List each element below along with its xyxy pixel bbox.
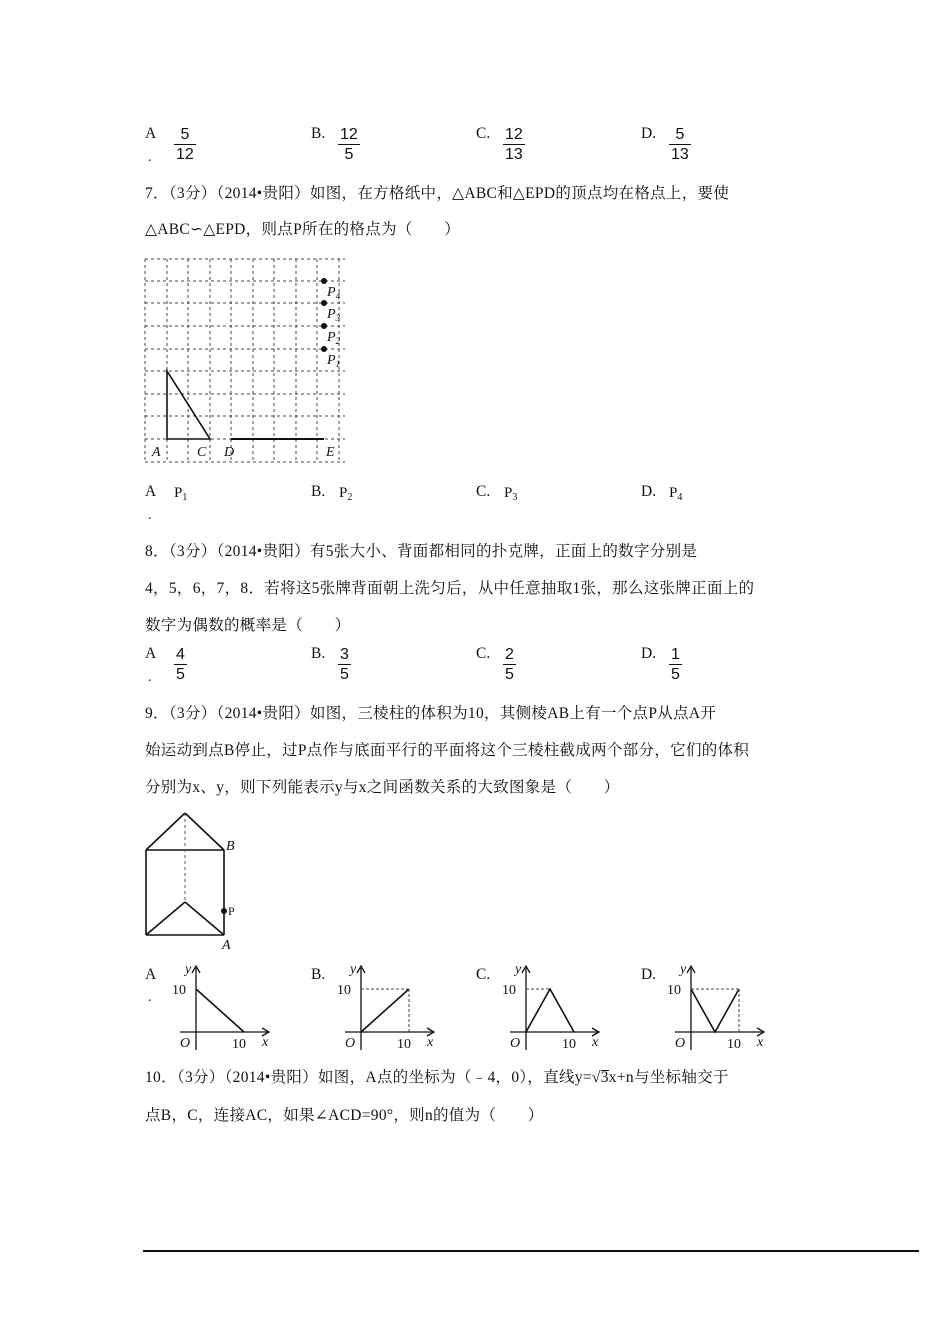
- option-fraction: [669, 125, 691, 164]
- q9-prism-figure: [140, 805, 250, 955]
- option-letter: A: [145, 125, 157, 142]
- q8-text-line-2: 4，5，6，7，8．若将这5张牌背面朝上洗匀后，从中任意抽取1张，那么这张牌正面上的: [145, 580, 755, 597]
- option-dot: .: [148, 990, 152, 1005]
- option-fraction: [338, 645, 351, 684]
- tick-x-10: 10: [727, 1037, 741, 1052]
- tick-y-10: 10: [337, 983, 351, 998]
- denominator: 5: [505, 666, 514, 683]
- denominator: 5: [176, 666, 185, 683]
- tick-x-10: 10: [562, 1037, 576, 1052]
- graph-option-a: [168, 958, 278, 1054]
- numerator: 2: [505, 646, 514, 663]
- label-b: B: [226, 839, 235, 854]
- graph-option-d: [663, 958, 773, 1054]
- tick-x-10: 10: [397, 1037, 411, 1052]
- label-p1: $P_1$: [327, 353, 341, 369]
- q9-text-line-1: 9．（3分）（2014•贵阳）如图，三棱柱的体积为10，其侧棱AB上有一个点P从点A开: [145, 705, 717, 722]
- numerator: 4: [176, 646, 185, 663]
- label-a: A: [222, 938, 231, 953]
- tick-y-10: 10: [502, 983, 516, 998]
- origin-label: O: [510, 1036, 521, 1051]
- option-letter: B.: [311, 966, 326, 983]
- denominator: 5: [671, 666, 680, 683]
- denominator: 12: [176, 146, 194, 163]
- option-letter: D.: [641, 966, 657, 983]
- graph-option-c: [498, 958, 608, 1054]
- q8-text-line-1: 8．（3分）（2014•贵阳）有5张大小、背面都相同的扑克牌，正面上的数字分别是: [145, 543, 698, 560]
- q10-text-line-1: [145, 1065, 729, 1087]
- point-p1: [321, 346, 327, 352]
- option-text: $P_1$: [174, 485, 188, 503]
- option-fraction: [503, 125, 525, 164]
- option-letter: C.: [476, 966, 491, 983]
- axis-y-label: y: [350, 962, 357, 977]
- q7-text-line-1: 7．（3分）（2014•贵阳）如图，在方格纸中，△ABC和△EPD的顶点均在格点上，要使: [145, 185, 730, 202]
- numerator: 5: [180, 126, 190, 143]
- option-dot: .: [148, 150, 152, 165]
- option-fraction: [503, 645, 516, 684]
- option-dot: .: [148, 670, 152, 685]
- sqrt-sign: √: [591, 1069, 601, 1086]
- option-letter: C.: [476, 645, 491, 662]
- option-letter: D.: [641, 125, 657, 142]
- point-p4: [321, 278, 327, 284]
- option-letter: A: [145, 645, 157, 662]
- q9-text-line-3: 分别为x、y，则下列能表示y与x之间函数关系的大致图象是（ ）: [145, 779, 620, 796]
- label-p4: $P_4$: [327, 285, 341, 301]
- label-c: C: [197, 445, 207, 460]
- label-p3: $P_3$: [327, 307, 341, 323]
- q7-grid-figure: [140, 255, 355, 470]
- point-p: [221, 908, 227, 914]
- q10-text-line-2: 点B，C，连接AC，如果∠ACD=90°，则n的值为（ ）: [145, 1107, 544, 1124]
- footer-rule: [143, 1250, 919, 1252]
- denominator: 13: [671, 146, 689, 163]
- axis-y-label: y: [515, 962, 522, 977]
- q9-text-line-2: 始运动到点B停止，过P点作与底面平行的平面将这个三棱柱截成两个部分，它们的体积: [145, 742, 750, 759]
- origin-label: O: [675, 1036, 686, 1051]
- tick-y-10: 10: [667, 983, 681, 998]
- origin-label: O: [180, 1036, 191, 1051]
- numerator: 1: [671, 646, 680, 663]
- label-a: A: [152, 445, 161, 460]
- option-fraction: [669, 645, 682, 684]
- numerator: 3: [340, 646, 349, 663]
- numerator: 12: [340, 126, 358, 143]
- point-p3: [321, 300, 327, 306]
- q10-text-part-a: 10．（3分）（2014•贵阳）如图，A点的坐标为（﹣4，0），直线y=: [145, 1069, 592, 1086]
- option-letter: A: [145, 483, 157, 500]
- tick-x-10: 10: [232, 1037, 246, 1052]
- origin-label: O: [345, 1036, 356, 1051]
- label-p: P: [228, 904, 235, 918]
- tick-y-10: 10: [172, 983, 186, 998]
- denominator: 13: [505, 146, 523, 163]
- option-letter: C.: [476, 483, 491, 500]
- axis-y-label: y: [185, 962, 192, 977]
- grid-lines: [145, 259, 345, 462]
- axis-x-label: x: [427, 1035, 434, 1050]
- option-letter: D.: [641, 483, 657, 500]
- option-text: $P_3$: [504, 485, 518, 503]
- q8-text-line-3: 数字为偶数的概率是（ ）: [145, 617, 351, 634]
- label-e: E: [326, 445, 335, 460]
- option-fraction: [174, 125, 196, 164]
- option-fraction: [174, 645, 187, 684]
- option-text: $P_2$: [339, 485, 353, 503]
- axis-x-label: x: [757, 1035, 764, 1050]
- option-text: $P_4$: [669, 485, 683, 503]
- option-letter: A: [145, 966, 157, 983]
- graph-option-b: [333, 958, 443, 1054]
- option-letter: D.: [641, 645, 657, 662]
- axis-x-label: x: [592, 1035, 599, 1050]
- option-dot: .: [148, 508, 152, 523]
- denominator: 5: [340, 666, 349, 683]
- point-p2: [321, 323, 327, 329]
- q7-text-line-2: △ABC∽△EPD，则点P所在的格点为（ ）: [145, 221, 461, 238]
- option-fraction: [338, 125, 360, 164]
- option-letter: B.: [311, 125, 326, 142]
- label-p2: $P_2$: [327, 330, 341, 346]
- option-letter: B.: [311, 483, 326, 500]
- denominator: 5: [344, 146, 354, 163]
- numerator: 5: [675, 126, 685, 143]
- option-letter: C.: [476, 125, 491, 142]
- option-letter: B.: [311, 645, 326, 662]
- sqrt-radicand: 3: [600, 1069, 609, 1086]
- numerator: 12: [505, 126, 523, 143]
- label-d: D: [224, 445, 235, 460]
- q10-text-part-b: x+n与坐标轴交于: [608, 1069, 729, 1086]
- axis-x-label: x: [262, 1035, 269, 1050]
- axis-y-label: y: [680, 962, 687, 977]
